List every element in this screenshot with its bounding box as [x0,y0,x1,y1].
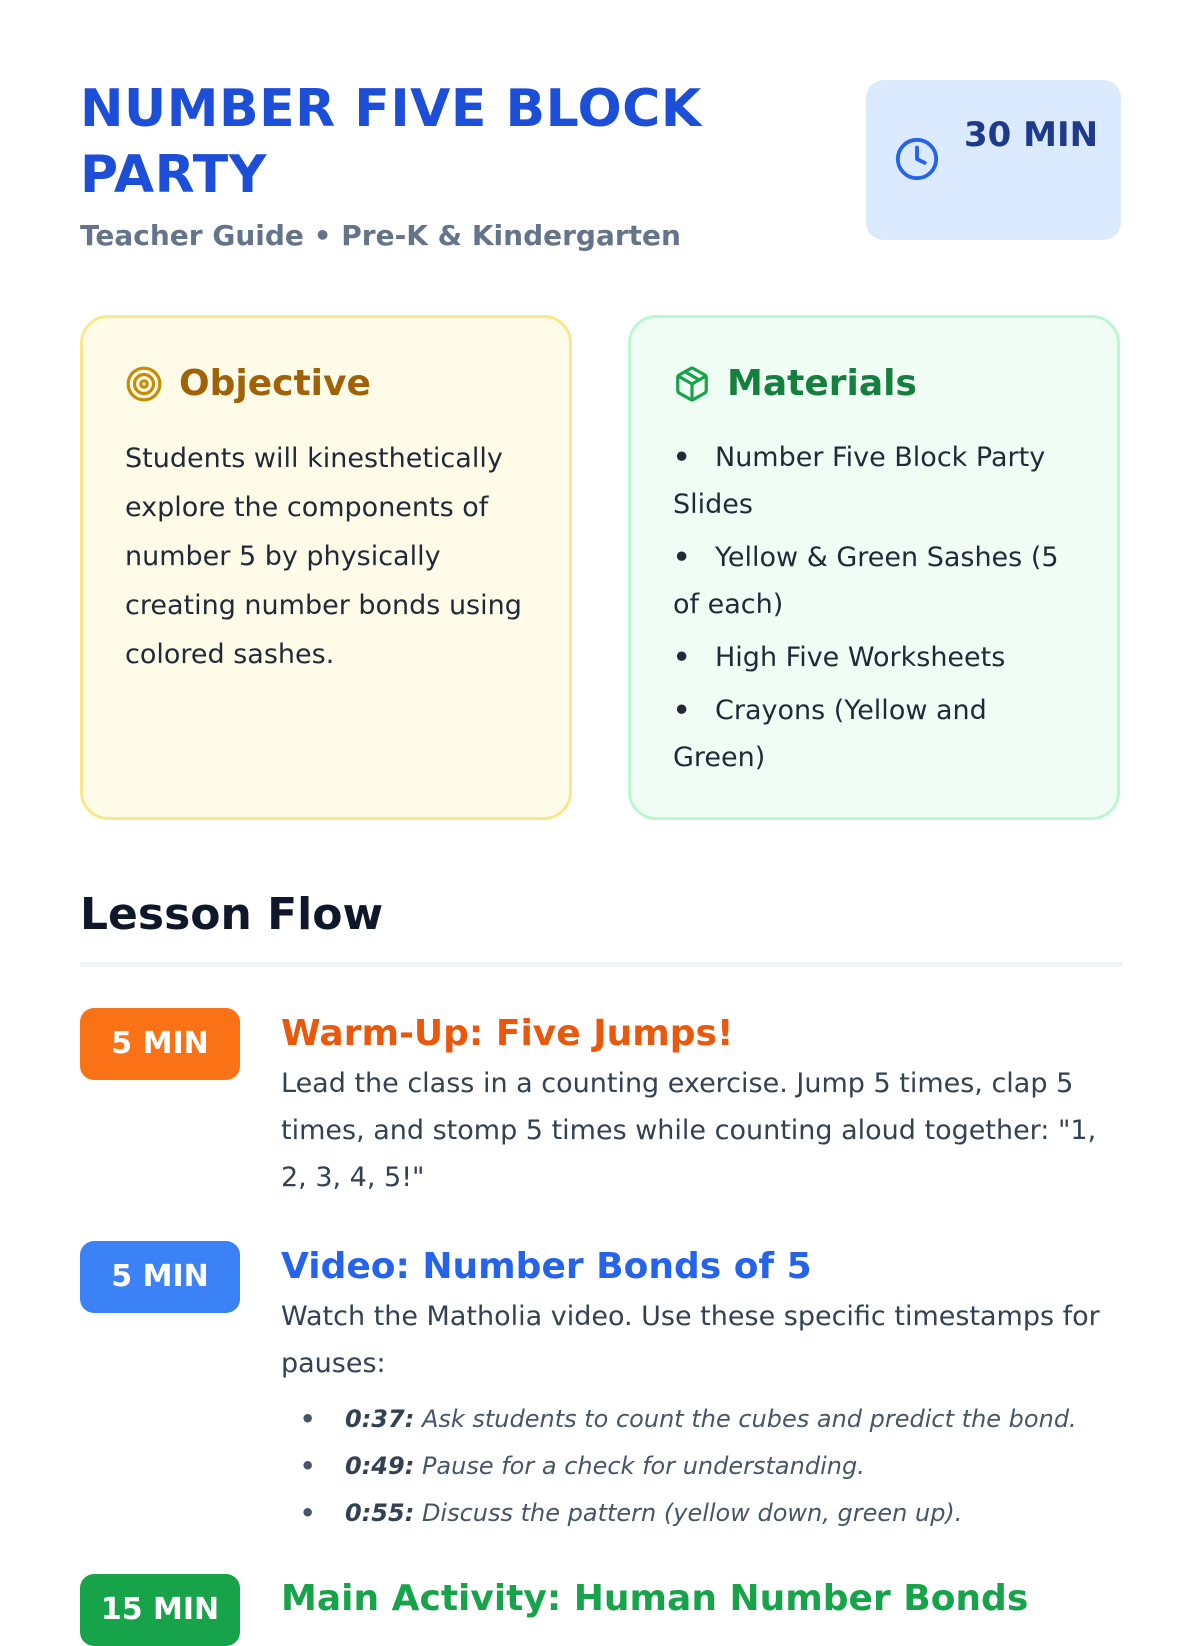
step-duration-badge: 15 MIN [80,1574,240,1646]
list-item [673,534,1083,628]
bullet: • [300,1499,316,1527]
step-description: Lead the class in a counting exercise. Jump 5 times, clap 5 times, and stomp 5 times while counting aloud together: "1, 2, 3, 4, 5!" [281,1068,1097,1193]
page-title: NUMBER FIVE BLOCK PARTY [80,79,702,205]
pause-note: Ask students to count the cubes and predict the bond. [421,1405,1077,1433]
list-item [300,1490,1120,1537]
objective-header [125,360,371,408]
list-item [300,1396,1120,1443]
bullet: • [300,1405,316,1433]
bullet: • [300,1452,316,1480]
page-subtitle: Teacher Guide • Pre-K & Kindergarten [80,219,681,252]
target-icon [125,365,163,403]
materials-title: Materials [727,363,917,404]
material-label: High Five Worksheets [715,642,1006,673]
list-item [673,434,1083,528]
step-duration-badge: 5 MIN [80,1241,240,1313]
bullet: • [673,695,691,726]
duration-text: 30 MIN [964,115,1099,155]
objective-text: Students will kinesthetically explore the components of number 5 by physically creating number bonds using colored sashes. [125,443,522,670]
bullet: • [673,442,691,473]
section-divider [80,962,1122,967]
materials-list [673,434,1083,787]
timestamp: 0:55: [345,1499,415,1527]
bullet: • [673,642,691,673]
material-label: Crayons (Yellow and Green) [673,695,987,773]
duration-card [866,80,1121,240]
lesson-flow-title: Lesson Flow [80,889,384,940]
pause-list [300,1396,1120,1537]
step-title: Warm-Up: Five Jumps! [281,1013,734,1054]
step-description: Watch the Matholia video. Use these specific timestamps for pauses: [281,1301,1100,1379]
objective-card [80,315,572,820]
package-icon [673,365,711,403]
pause-note: Discuss the pattern (yellow down, green up). [421,1499,963,1527]
objective-title: Objective [179,363,371,404]
timestamp: 0:49: [345,1452,415,1480]
materials-header [673,360,917,408]
clock-icon [894,136,940,182]
material-label: Number Five Block Party Slides [673,442,1046,520]
list-item [673,687,1083,781]
list-item [300,1443,1120,1490]
list-item [673,634,1083,681]
material-label: Yellow & Green Sashes (5 of each) [673,542,1059,620]
step-title: Video: Number Bonds of 5 [281,1246,812,1287]
pause-note: Pause for a check for understanding. [421,1452,865,1480]
materials-card [628,315,1120,820]
bullet: • [673,542,691,573]
step-duration-badge: 5 MIN [80,1008,240,1080]
step-title: Main Activity: Human Number Bonds [281,1578,1029,1619]
timestamp: 0:37: [345,1405,415,1433]
